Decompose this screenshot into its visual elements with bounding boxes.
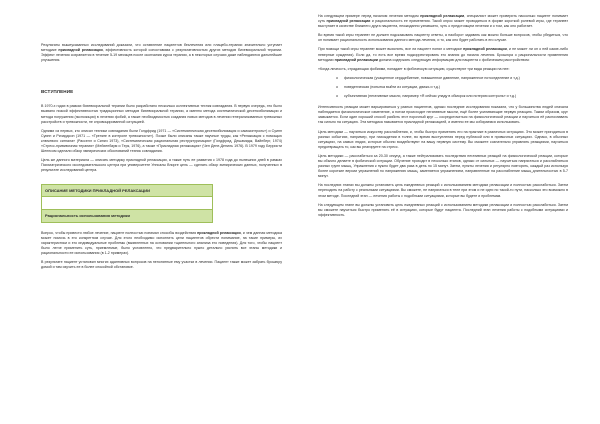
right-paragraph-4: «Когда личность, страдающая фобиями, попадает в фобическую ситуацию, существуют три вида реакции на нее: [318,66,510,71]
right-paragraph-2: Во время такой игры терапевт не должен подсказывать пациенту ответы, а наоборот задавать как можно больше вопросов, чтобы убедиться, что он понимает рациональность использования данного метода лечения, и то, как оно будет работать в его случае. [318,33,568,43]
method-table [41,184,213,223]
table-header-row: ОПИСАНИЕ МЕТОДИКИ ПРИКЛАДНОЙ РЕЛАКСАЦИИ [42,185,212,196]
body-paragraph-1: В 1970-х годах в рамках бихевиоральной терапии было разработано несколько коллективных техник совладания. В первую очередь, это было вызвано низкой эффективностью традиционных методов бихевиоральной терапии, а именно метода систематической десенсибилизации и метода погружения (экспозиции) в лечении фобий, а также необходимостью создания новых методов в лечении генерализованных тревожных расстройств и тревожности, не спровоцированной ситуацией. [41,104,282,124]
right-paragraph-6: Цель методики — научиться искусству расслабления, и, чтобы быстро применять его на практике в различных ситуациях. Это может пригодиться в разных событиях, например, при нахождении в толпе, во время выступления перед публикой или в привычных ситуациях. Однако, в обычных ситуациях, на самых людях, которые обычно воздействуют на вашу нервную систему. Вы сможете сознательно управлять реакциями, научиться предотвращать то, как вы реагируете на стресс. [318,129,568,149]
right-paragraph-9: На следующем этапе вы должны установить цель ежедневных реакций с использованием методики релаксации и полностью расслабиться. Затем вы сможете научиться быстро применять её в ситуациях, которые будут пациента. Последний этап лечения работы с подобными ситуациями и эффективность. [318,202,568,217]
section-heading: ВСТУПЛЕНИЕ [41,89,74,95]
right-paragraph-3: При помощи такой игры терапевт может выяснить, все ли пациент понял о методике прикладной релаксации, и не может ли он о ней какие-либо неверные суждения). Если да, то есть все время подкорректировать его знания до начала лечения. Брошюра о рациональности применения методики прикладной релаксации должна содержать следующую информацию для пациента с фобическим расстройством: [318,47,569,62]
list-item: o физиологическая (учащенное сердцебиение, повышенное давление, напряженное потоотделение и т.д.) [344,76,568,81]
right-paragraph-1: На следующем примере перед началом лечения методом прикладной релаксации, специалист может проверить насколько пациент понимает суть прикладной релаксации и рациональность ее применения. Такой опрос может проводиться в форме короткой ролевой игры, где терапевт выступает в качестве ближнего друга пациента, неожиданно узнавшего, чуть о предстоящем лечении и о том, как оно работает. [318,14,568,29]
body-paragraph-2: Одними из первых, кто описал техники совладания были Голдфрид (1971 — «Систематическая десенсибилизация и самоконтроль») и Суинн Суинн и Ричардсон (1971 — «Тренинг в контроле тревожности»). Позже были описаны также научные труды, как «Релаксация с помощью ключевого сигнала» (Расселл и Сипич 1973), «Систематическая рациональная реструктуризация» (Голдфрид, Дешамидж, Вайнберг, 1974) «Стресс-прививочная терапия» (Мейхенбаум и Терк, 1976), а также «Прикладная релаксация» (Чен Дене-Дениль 1976). В 1979 году Берристи Шеппсом сделали обзор эмпирических обоснований техник совладания. [41,128,282,154]
body-paragraph-3: Цель же данного материала — описать методику прикладной релаксации, а также путь ее развития с 1978 года до нынешних дней в рамках Психиатрического исследовательского центра при университете Уппсалы Впорге цель — сделать обзор эмпирических данных, полученных в результате исследований центра. [41,158,282,173]
right-page [300,0,600,424]
intro-paragraph: Результаты вышеуказанных исследований доказали, что оставление пациентов безлечения или плацебо-терапии значительно уступает методике прикладной релаксации, эффективность которой сопоставима с результативностью других методов бихевиоральной терапии. Эффект лечения сохраняется в течение 5-19 месяцев после окончания курса терапии, а в некоторых случаях даже наблюдаются дальнейшие улучшения. [41,43,282,63]
right-paragraph-7: Цель методики — расслабиться за 20-30 секунд, а также нейтрализовать последствия негативных реакций на физиологической реакции, которые вы обычно делаете в фобической ситуации. Обучение проходит в несколько этапов, однако от сильных — научиться напрягаться и расслабляться разных групп мышц. Упражнения к нужно будет два раза в день по 15 минут. Затем, пункты лечения и регулярно повторять, каждый раз используя более короткие версии упражнений по напряжению мышц, заменяется упражнением, направленные на расслабление мышц длительностью в 5-7 минут. [318,153,568,179]
table-subheader-row: Рациональность использования методики [42,210,212,222]
list-item: o поведенческая (попытка выйти из ситуации, движь и т.д.) [344,85,568,90]
right-paragraph-5: Интенсивность реакции может варьироваться у разных пациентов, однако последние исследования показали, что у большинства людей сначала наблюдается физиологическое изменение, а потом происходит негативные мысли, ещё более усиливающие первую реакцию. Таким образом, круг замыкается. Если один хороший способ разбить этот порочный круг — сосредоточиться на физиологической реакции и научиться её распознавать так сильно на ситуацию. Эта методика называется прикладной релаксацией, и именно ее мы собираемся использовать. [318,105,568,125]
bottom-paragraph-2: В результате пациент установил многих адаптивных вопросов на непонятные ему участки в лечении. Пациент также может забрать брошюру домой и там изучить ее в более спокойной обстановке. [41,259,282,270]
reaction-list [318,76,568,99]
table-empty-row [42,196,212,210]
bottom-paragraph-1: Вопрос, чтобы привести любое лечение, пациент полностью понимал способы воздействия прикладной релаксации, и чем данная методика может помочь в его конкретном случае. Для этого необходимо исполнить цели пациентов обрести понимание, на такие примеры, их характеристики и его индивидуальные проблемы (выявленных на основании тщательного анализа его поведения). Для того, чтобы пациент было легче применить суть, приемлемые, было условленно, что предварительно нужно детально уяснить все этапы методики и рациональности ее использования (в 1-2 примерах). [41,230,282,255]
list-item: o субъективная (негативные мысли, например «Я сейчас упаду в обморок или потеряю контроль» и т.д.) [344,94,568,99]
right-paragraph-8: На последних этапах вы должны установить цель ежедневных реакций с использованием методики релаксации и полностью расслабиться. Затем переходить на работу с реальными ситуациями. Вы сможете, не напрягаться в теле при этом и не идти по такой-то пути, насколько это возможно в этом методе. Последний этап — лечения работы с подобными ситуациями, которые вы будете и проблемам. [318,183,568,198]
